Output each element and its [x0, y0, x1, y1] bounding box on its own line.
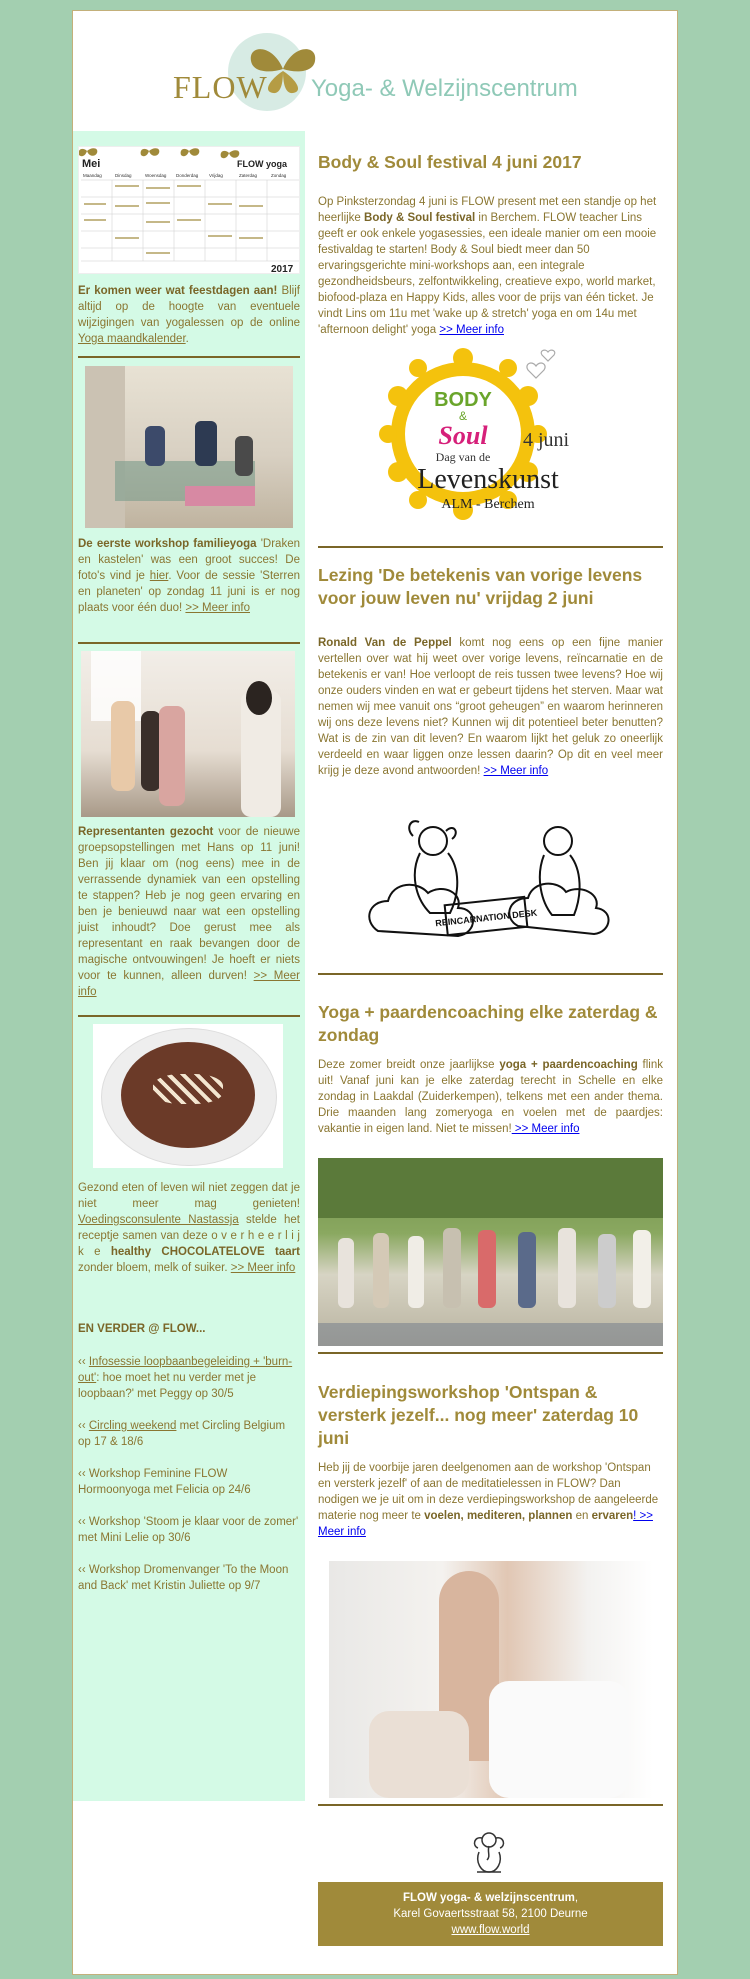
svg-text:Zaterdag: Zaterdag: [239, 173, 258, 178]
svg-text:Donderdag: Donderdag: [176, 173, 199, 178]
article-text-bodysoul: Op Pinksterzondag 4 juni is FLOW present met een standje op het heerlijke Body & Soul festival in Berchem. FLOW teacher Lins geeft er ook enkele yogasessies, een ideale manier om een mooie festivaldag te starten! Body & Soul biedt meer dan 50 ervaringsgerichte mini-workshops aan, een integrale gezondheidsbeurs, zelfontwikkeling, creatieve expo, world market, biofood-plaza en Happy Kids, alles voor de prijs van één ticket. Je vindt Lins om 11u met 'wake up & stretch' yoga en om 14u met 'afternoon delight' yoga >> Meer info: [318, 196, 657, 336]
calendar-brand: FLOW yoga: [237, 159, 287, 169]
sidebar-block-representatives: Representanten gezocht voor de nieuwe groepsopstellingen met Hans op 11 juni! Ben jij klaar om (nog eens) mee in de verrassende dynamiek van een opstelling te stappen? Heb je nog geen ervaring en ben je benieuwd naar wat een opstelling juist inhoudt? Doe gerust mee als representant en raak bevangen door de magische ontvouwingen! Je hoeft er niets voor te kunnen, alleen durven! >> Meer info: [78, 826, 300, 998]
divider: [318, 973, 663, 975]
divider: [78, 356, 300, 358]
sidebar-block-holidays: Er komen weer wat feestdagen aan! Blijf altijd op de hoogte van eventuele wijzigingen van yogalessen op de online Yoga maandkalender.: [78, 285, 300, 345]
svg-text:ALM - Berchem: ALM - Berchem: [441, 497, 535, 512]
calendar-year: 2017: [271, 264, 294, 274]
logo-body: BODY: [434, 389, 492, 411]
verdieping-more-link[interactable]: ! >> Meer info: [318, 1510, 653, 1538]
divider: [318, 1352, 663, 1354]
sidebar-verder-title: EN VERDER @ FLOW...: [78, 1323, 206, 1335]
svg-text:&: &: [458, 409, 468, 423]
chocolate-cake-photo: [93, 1024, 283, 1168]
logo-levenskunst: Levenskunst: [417, 464, 559, 495]
header: [73, 11, 677, 131]
body-soul-logo: [378, 346, 608, 531]
newsletter-page: [72, 10, 678, 1975]
footer-address: Karel Govaertsstraat 58, 2100 Deurne: [393, 1908, 588, 1920]
article-title-bodysoul: Body & Soul festival 4 juni 2017: [318, 152, 582, 172]
list-item: ‹‹ Circling weekend met Circling Belgium op 17 & 18/6: [78, 1420, 286, 1448]
article-title-lezing: Lezing 'De betekenis van vorige levens voor jouw leven nu' vrijdag 2 juni: [318, 565, 643, 608]
divider: [318, 1804, 663, 1806]
ganesha-icon: [469, 1828, 509, 1876]
svg-text:Maandag: Maandag: [83, 173, 102, 178]
logo-soul: Soul: [438, 421, 488, 450]
logo-subtitle: Yoga- & Welzijnscentrum: [311, 75, 578, 102]
lezing-more-link[interactable]: >> Meer info: [483, 765, 549, 777]
yoga-calendar-link[interactable]: Yoga maandkalender: [78, 333, 186, 345]
family-yoga-photo: [85, 366, 293, 528]
infosessie-link[interactable]: Infosessie loopbaanbegeleiding + 'burn-out': [78, 1356, 293, 1384]
nutritionist-link[interactable]: Voedingsconsulente Nastassja: [78, 1214, 239, 1226]
logo-word: FLOW: [173, 69, 268, 105]
list-item: ‹‹ Workshop 'Stoom je klaar voor de zomer' met Mini Lelie op 30/6: [78, 1516, 299, 1544]
calendar-grid: [79, 147, 300, 274]
representatives-more-link[interactable]: >> Meer info: [78, 970, 300, 998]
familyyoga-more-link[interactable]: >> Meer info: [185, 602, 250, 614]
paardencoaching-more-link[interactable]: >> Meer info: [511, 1123, 580, 1135]
reincarnation-cartoon: [358, 811, 626, 961]
photos-here-link[interactable]: hier: [149, 570, 169, 582]
circling-link[interactable]: Circling weekend: [88, 1420, 177, 1432]
svg-text:Vrijdag: Vrijdag: [209, 173, 223, 178]
article-text-verdieping: Heb jij de voorbije jaren deelgenomen aan de workshop 'Ontspan en versterk jezelf' of aan de meditatielessen in FLOW? Dan nodigen we je uit om in deze verdiepingsworkshop de aangeleerde materie nog meer te voelen, mediteren, plannen en ervaren! >> Meer info: [318, 1462, 659, 1538]
article-title-verdieping: Verdiepingsworkshop 'Ontspan & versterk jezelf... nog meer' zaterdag 10 juni: [318, 1382, 639, 1448]
logo-date: 4 juni: [522, 429, 570, 451]
divider: [318, 546, 663, 548]
article-text-paardencoaching: Deze zomer breidt onze jaarlijkse yoga + paardencoaching flink uit! Vanaf juni kan je elke zaterdag terecht in Schelle en elke zondag in Laakdal (Zuiderkempen), telkens met een ander thema. Drie maanden lang zomeryoga en voelen met de paardjes: vakantie in eigen land. Niet te missen! >> Meer info: [318, 1059, 663, 1135]
cake-more-link[interactable]: >> Meer info: [230, 1262, 296, 1274]
article-text-lezing: Ronald Van de Peppel komt nog eens op een fijne manier vertellen over wat hij weet over vorige levens, reïncarnatie en de betekenis er van! Hoe verloopt de reis tussen twee levens? Hoe wij onze ouders vinden en wat er gebeurt tijdens het sterven. Maar wat nemen wij mee vanuit ons “groot geheugen” en waarom herinneren wij ons deze levens niet? Kunnen wij dit potentieel beter benutten? Wat is de zin van dit leven? En waarom lijkt het geluk zo oneerlijk verdeeld en waar liggen onze lessen daarin? Op dit en veel meer krijg je deze avond antwoorden! >> Meer info: [318, 637, 664, 777]
bodysoul-more-link[interactable]: >> Meer info: [439, 324, 504, 336]
calendar-image[interactable]: [78, 146, 300, 274]
svg-text:Zondag: Zondag: [271, 173, 287, 178]
meditation-hands-photo: [329, 1561, 653, 1798]
svg-text:Woensdag: Woensdag: [145, 173, 167, 178]
calendar-month: Mei: [82, 158, 101, 170]
outdoor-yoga-photo: [318, 1158, 663, 1346]
footer-website-link[interactable]: www.flow.world: [451, 1924, 530, 1936]
divider: [78, 642, 300, 644]
sidebar-block-cake: Gezond eten of leven wil niet zeggen dat je niet meer mag genieten! Voedingsconsulente Nastassja stelde het receptje samen van deze o v e r h e e r l i j k e healthy CHOCOLATELOVE taart zonder bloem, melk of suiker. >> Meer info: [78, 1182, 300, 1274]
svg-text:Dinsdag: Dinsdag: [115, 173, 132, 178]
article-title-paardencoaching: Yoga + paardencoaching elke zaterdag & zondag: [318, 1002, 658, 1045]
desk-label: REINCARNATION DESK: [434, 907, 538, 929]
representatives-photo: [81, 651, 295, 817]
footer-name: FLOW yoga- & welzijnscentrum: [402, 1892, 575, 1904]
divider: [78, 1015, 300, 1017]
list-item: ‹‹ Workshop Feminine FLOW Hormoonyoga met Felicia op 24/6: [78, 1468, 251, 1496]
list-item: ‹‹ Workshop Dromenvanger 'To the Moon and Back' met Kristin Juliette op 9/7: [78, 1564, 289, 1592]
footer: FLOW yoga- & welzijnscentrum, Karel Govaertsstraat 58, 2100 Deurne www.flow.world: [318, 1882, 663, 1946]
svg-text:Dag van de: Dag van de: [435, 450, 491, 464]
list-item: ‹‹ Infosessie loopbaanbegeleiding + 'burn-out': hoe moet het nu verder met je loopbaan?' met Peggy op 30/5: [78, 1356, 293, 1400]
sidebar-block-familyyoga: De eerste workshop familieyoga 'Draken en kastelen' was een groot succes! De foto's vind je hier. Voor de sessie 'Sterren en planeten' op zondag 11 juni is er nog plaats voor één duo! >> Meer info: [78, 538, 300, 614]
